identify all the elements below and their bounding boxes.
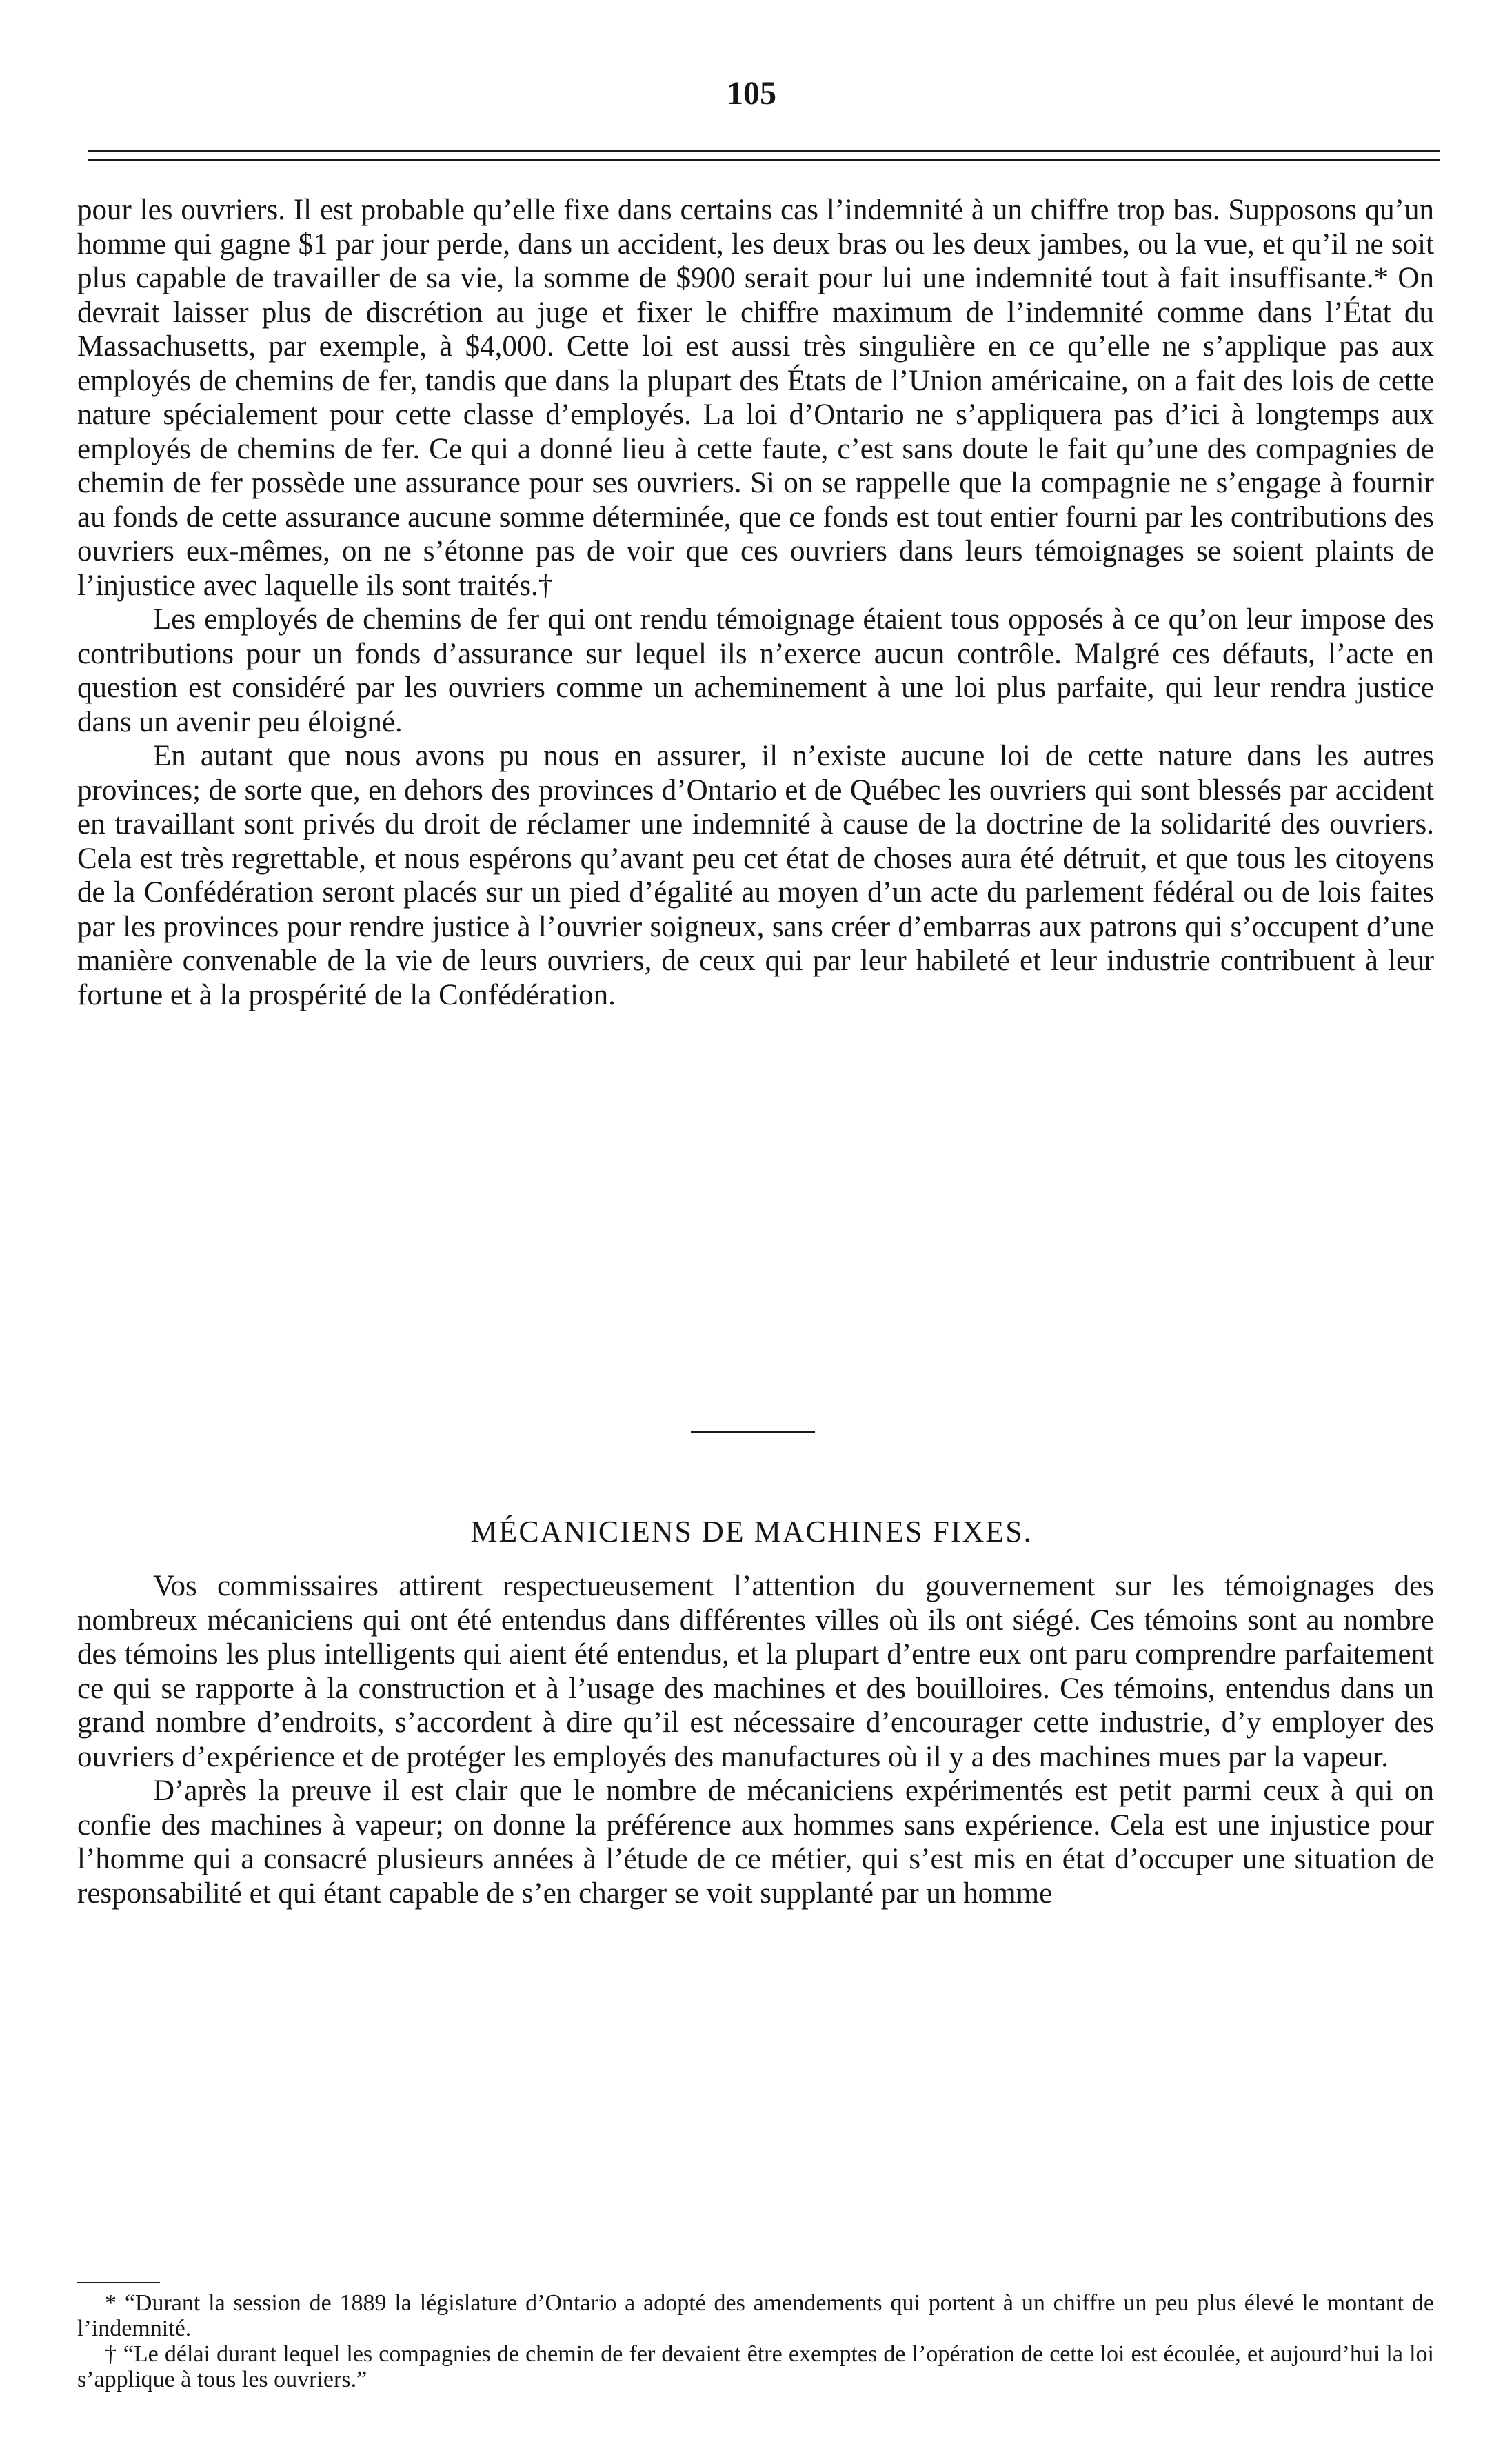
footnote-separator xyxy=(77,2282,160,2283)
paragraph-continued: pour les ouvriers. Il est probable qu’elle fixe dans certains cas l’indemnité à un chiffre trop bas. Supposons qu’un homme qui gagne $1 par jour perde, dans un accident, les deux bras ou les deux jambes, ou la vue, et qu’il ne soit plus capable de travailler de sa vie, la somme de $900 serait pour lui une indemnité tout à fait insuffisante.* On devrait laisser plus de discrétion au juge et fixer le chiffre maximum de l’indemnité comme dans l’État du Massachusetts, par exemple, à $4,000. Cette loi est aussi très singulière en ce qu’elle ne s’applique pas aux employés de chemins de fer, tandis que dans la plupart des États de l’Union américaine, on a fait des lois de cette nature spécialement pour cette classe d’employés. La loi d’Ontario ne s’appliquera pas d’ici à longtemps aux employés de chemins de fer. Ce qui a donné lieu à cette faute, c’est sans doute le fait qu’une des compagnies de chemin de fer possède une assurance pour ses ouvriers. Si on se rappelle que la compagnie ne s’engage à fournir au fonds de cette assurance aucune somme déterminée, que ce fonds est tout entier fourni par les contributions des ouvriers eux-mêmes, on ne s’étonne pas de voir que ces ouvriers dans leurs témoignages se soient plaints de l’injustice avec laquelle ils sont traités.† xyxy=(77,194,1434,602)
header-rule-second xyxy=(88,159,1440,161)
paragraph: D’après la preuve il est clair que le nombre de mécaniciens expérimentés est petit parmi ceux à qui on confie des machines à vapeur; on donne la préférence aux hommes sans expérience. Cela est une injustice pour l’homme qui a consacré plusieurs années à l’étude de ce métier, qui s’est mis en état d’occuper une situation de responsabilité et qui étant capable de s’en charger se voit supplanté par un homme xyxy=(77,1775,1434,1910)
paragraph: Les employés de chemins de fer qui ont rendu témoignage étaient tous opposés à ce qu’on leur impose des contributions pour un fonds d’assurance sur lequel ils n’exerce aucun contrôle. Malgré ces défauts, l’acte en question est considéré par les ouvriers comme un acheminement à une loi plus parfaite, qui leur rendra justice dans un avenir peu éloigné. xyxy=(77,603,1434,738)
body-text xyxy=(77,193,1434,1012)
section-divider xyxy=(691,1431,815,1433)
section-heading: MÉCANICIENS DE MACHINES FIXES. xyxy=(470,1515,1033,1548)
paragraph: Vos commissaires attirent respectueusement l’attention du gouvernement sur les témoignages des nombreux mécaniciens qui ont été entendus dans différentes villes où ils ont siégé. Ces témoins sont au nombre des témoins les plus intelligents qui aient été entendus, et la plupart d’entre eux ont paru comprendre parfaitement ce qui se rapporte à la construction et à l’usage des machines et des bouilloires. Ces témoins, entendus dans un grand nombre d’endroits, s’accordent à dire qu’il est nécessaire d’encourager cette industrie, d’y employer des ouvriers d’expérience et de protéger les employés des manufactures où il y a des machines mues par la vapeur. xyxy=(77,1570,1434,1773)
page-number: 105 xyxy=(727,75,776,112)
footnote: † “Le délai durant lequel les compagnies de chemin de fer devaient être exemptes de l’opération de cette loi est écoulée, et aujourd’hui la loi s’applique à tous les ouvriers.” xyxy=(77,2341,1434,2392)
footnotes xyxy=(77,2290,1434,2392)
section-text xyxy=(77,1569,1434,1910)
paragraph: En autant que nous avons pu nous en assurer, il n’existe aucune loi de cette nature dans les autres provinces; de sorte que, en dehors des provinces d’Ontario et de Québec les ouvriers qui sont blessés par accident en travaillant sont privés du droit de réclamer une indemnité à cause de la doctrine de la solidarité des ouvriers. Cela est très regrettable, et nous espérons qu’avant peu cet état de choses aura été détruit, et que tous les citoyens de la Confédération seront placés sur un pied d’égalité au moyen d’un acte du parlement fédéral ou de lois faites par les provinces pour rendre justice à l’ouvrier soigneux, sans créer d’embarras aux patrons qui s’occupent d’une manière convenable de la vie de leurs ouvriers, de ceux qui par leur habileté et leur industrie contribuent à leur fortune et à la prospérité de la Confédération. xyxy=(77,740,1434,1011)
footnote: * “Durant la session de 1889 la législature d’Ontario a adopté des amendements qui portent à un chiffre un peu plus élevé le montant de l’indemnité. xyxy=(77,2290,1434,2341)
header-rule xyxy=(88,150,1440,152)
